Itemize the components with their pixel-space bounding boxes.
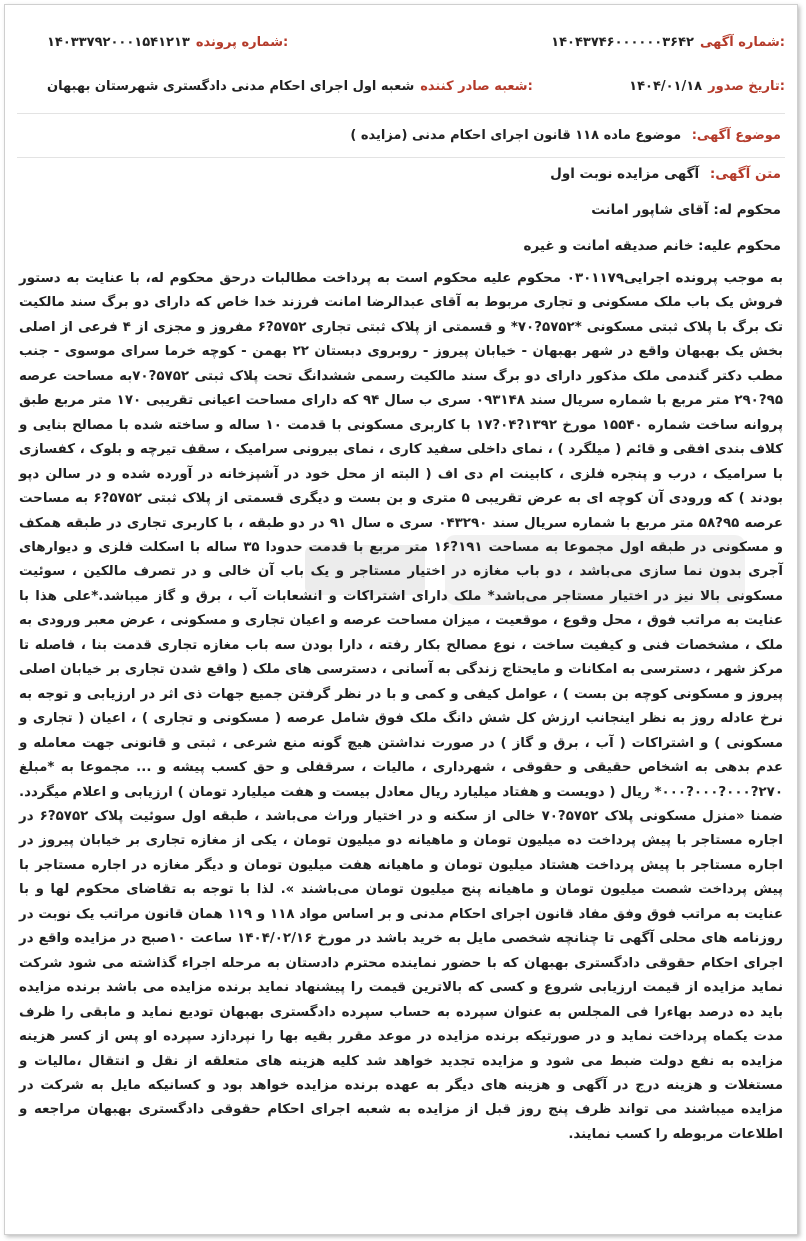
issuer-label: شعبه صادر کننده:	[420, 79, 533, 94]
notice-card	[4, 4, 798, 1235]
ad-text-label: متن آگهی:	[709, 166, 781, 182]
ad-number-label: شماره آگهی:	[699, 35, 785, 50]
ad-text-line	[21, 166, 781, 182]
issue-date-label: تاریخ صدور:	[708, 79, 785, 94]
subject-divider	[17, 157, 785, 158]
case-number-label: شماره پرونده:	[195, 35, 289, 50]
subject-line	[21, 128, 781, 143]
case-number-field	[47, 35, 288, 50]
issuer-value: شعبه اول اجرای احکام مدنی دادگستری شهرستان بهبهان	[47, 79, 415, 94]
ad-number-field	[551, 35, 785, 50]
issuer-field	[47, 79, 533, 94]
issue-date-value: ۱۴۰۴/۰۱/۱۸	[629, 79, 703, 94]
judgment-creditor: محکوم له: آقای شاپور امانت	[591, 202, 781, 218]
case-number-value: ۱۴۰۳۳۷۹۲۰۰۰۱۵۴۱۲۱۳	[47, 35, 190, 50]
header-row-1	[5, 35, 797, 50]
notice-body: به موجب پرونده اجرایی۰۳۰۱۱۷۹ محکوم علیه محکوم است به پرداخت مطالبات درحق محکوم له، با عنایت به دستور فروش یک باب ملک مسکونی و تجاری مربوط به آقای عبدالرضا امانت فرزند خدا خاص که دارای دو برگ سند مالکیت تک برگ با پلاک ثبتی مسکونی *۵۷۵۲?۷۰* و قسمتی از پلاک ثبتی تجاری ۵۷۵۲?۶ مفروز و مجزی از ۴ فرعی از اصلی بخش یک بهبهان واقع در شهر بهبهان - خیابان پیروز - روبروی دبستان ۲۲ بهمن - کوچه خرما سرای موسوی - جنب مطب دکتر گندمی ملک مذکور دارای دو برگ سند مالکیت رسمی ششدانگ تحت پلاک ثبتی ۵۷۵۲?۷۰به مساحت عرصه ۹۵?۲۹۰ متر مربع با شماره سریال سند ۰۹۳۱۴۸ سری ب سال ۹۴ که دارای مساحت اعیانی تقریبی ۱۷۰ متر مربع طبق پروانه ساخت شماره ۱۵۵۴۰ مورخ ۱۳۹۲?۰۴?۱۷ با کاربری مسکونی با قدمت ۱۰ ساله و ساخته شده با مصالح بنایی و کلاف بندی افقی و قائم ( میلگرد ) ، نمای داخلی سفید کاری ، نمای بیرونی سرامیک ، سقف تیرچه و بلوک ، کفسازی با سرامیک ، درب و پنجره فلزی ، کابینت ام دی اف ( البته از محل خود در آشپزخانه در آورده شده و در سالن دپو بودند ) که ورودی آن کوچه ای به عرض تقریبی ۵ متری و بن بست و دیگری قسمتی از پلاک ثبتی ۵۷۵۲?۶ به مساحت عرصه ۹۵?۵۸ متر مربع با شماره سریال سند ۰۴۳۲۹۰ سری ه سال ۹۱ در دو طبقه ، با کاربری تجاری در طبقه همکف و مسکونی در طبقه اول مجموعا به مساحت ۱۹۱?۱۶ متر مربع با قدمت حدودا ۳۵ ساله با اسکلت فلزی و دیوارهای آجری بدون نما سازی می‌باشد ، دو باب مغازه در اختیار مستاجر و یک باب آن خالی و در تصرف مالکین ، سوئیت مسکونی بالا نیز در اختیار مستاجر می‌باشد* ملک دارای اشتراکات و انشعابات آب ، برق و گاز میباشد.*علی هذا با عنایت به مراتب فوق ، محل وقوع ، موقعیت ، میزان مساحت عرصه و اعیان تجاری و مسکونی ، عرض معبر ورودی به ملک ، مشخصات فنی و کیفیت ساخت ، نوع مصالح بکار رفته ، دارا بودن سه باب مغازه تجاری قدمت بنا ، فاصله تا مرکز شهر ، دسترسی به امکانات و مایحتاج زندگی به آسانی ، دسترسی های ملک ( واقع شدن تجاری بر خیابان اصلی پیروز و مسکونی کوچه بن بست ) ، عوامل کیفی و کمی و با در نظر گرفتن جمیع جهات ذی اثر در ارزیابی و توجه به نرخ عادله روز به نظر اینجانب ارزش کل شش دانگ ملک فوق شامل عرصه ( مسکونی و تجاری ) ، اعیان ( تجاری و مسکونی ) و اشتراکات ( آب ، برق و گاز ) در صورت نداشتن هیچ گونه منع شرعی ، ثبتی و قانونی جهت معامله و عدم بدهی به اشخاص حقیقی و حقوقی ، شهرداری ، مالیات ، سرقفلی و حق کسب پیشه و ... مجموعا به *مبلغ ۲۷۰?۰۰۰?۰۰۰?۰۰۰* ریال ( دویست و هفتاد میلیارد ریال معادل بیست و هفت میلیارد تومان ) ارزیابی و اعلام میگردد. ضمنا «منزل مسکونی پلاک ۵۷۵۲?۷۰ خالی از سکنه و در اختیار وراث می‌باشد ، طبقه اول سوئیت پلاک ۵۷۵۲?۶ در اجاره مستاجر با پیش پرداخت ده میلیون تومان و ماهیانه دو میلیون تومان ، یکی از مغازه تجاری بر خیابان پیروز در اجاره مستاجر با پیش پرداخت هشتاد میلیون تومان و ماهیانه هفت میلیون تومان و دیگر مغازه در اجاره مستاجر با پیش پرداخت شصت میلیون تومان و ماهیانه پنج میلیون تومان می‌باشند ». لذا با توجه به تقاضای محکوم لها و با عنایت به مراتب فوق وفق مفاد قانون اجرای احکام مدنی و بر اساس مواد ۱۱۸ و ۱۱۹ همان قانون مراتب یک نوبت در روزنامه های محلی آگهی تا چنانچه شخصی مایل به خرید باشد در مورخ ۱۴۰۴/۰۲/۱۶ ساعت ۱۰صبح در مزایده واقع در اجرای احکام حقوقی دادگستری بهبهان که با حضور نماینده محترم دادستان به مرحله اجراء گذاشته می شود شرکت نماید مزایده از قیمت ارزیابی شروع و کسی که بالاترین قیمت را پیشنهاد نماید برنده مزایده می باشد برنده مزایده باید ده درصد بهاءرا فی المجلس به عنوان سپرده به حساب سپرده دادگستری بهبهان تودیع نماید و مابقی را ظرف مدت یکماه پرداخت نماید و در صورتیکه برنده مزایده در موعد مقرر بقیه بها را نپردازد سپرده او پس از کسر هزینه مزایده به نفع دولت ضبط می شود و مزایده تجدید خواهد شد کلیه هزینه های متعلقه از نقل و انتقال ،مالیات و مستغلات و هزینه درج در آگهی و هزینه های دیگر به عهده برنده مزایده خواهد بود و کسانیکه مایل به شرکت در مزایده میباشند می تواند ظرف پنج روز قبل از مزایده به شعبه اجرای احکام حقوقی دادگستری بهبهان مراجعه و اطلاعات مربوطه را کسب نمایند.	[19, 271, 784, 1142]
issue-date-field	[629, 79, 785, 94]
subject-value: موضوع ماده ۱۱۸ قانون اجرای احکام مدنی (مزایده )	[350, 128, 682, 143]
subject-label: موضوع آگهی:	[691, 128, 781, 143]
ad-number-value: ۱۴۰۴۳۷۴۶۰۰۰۰۰۰۳۶۴۲	[551, 35, 694, 50]
ad-text-value: آگهی مزایده نوبت اول	[550, 166, 700, 182]
header-row-2	[5, 79, 797, 94]
judgment-debtor: محکوم علیه: خانم صدیقه امانت و غیره	[523, 238, 781, 254]
header-divider	[17, 113, 785, 114]
